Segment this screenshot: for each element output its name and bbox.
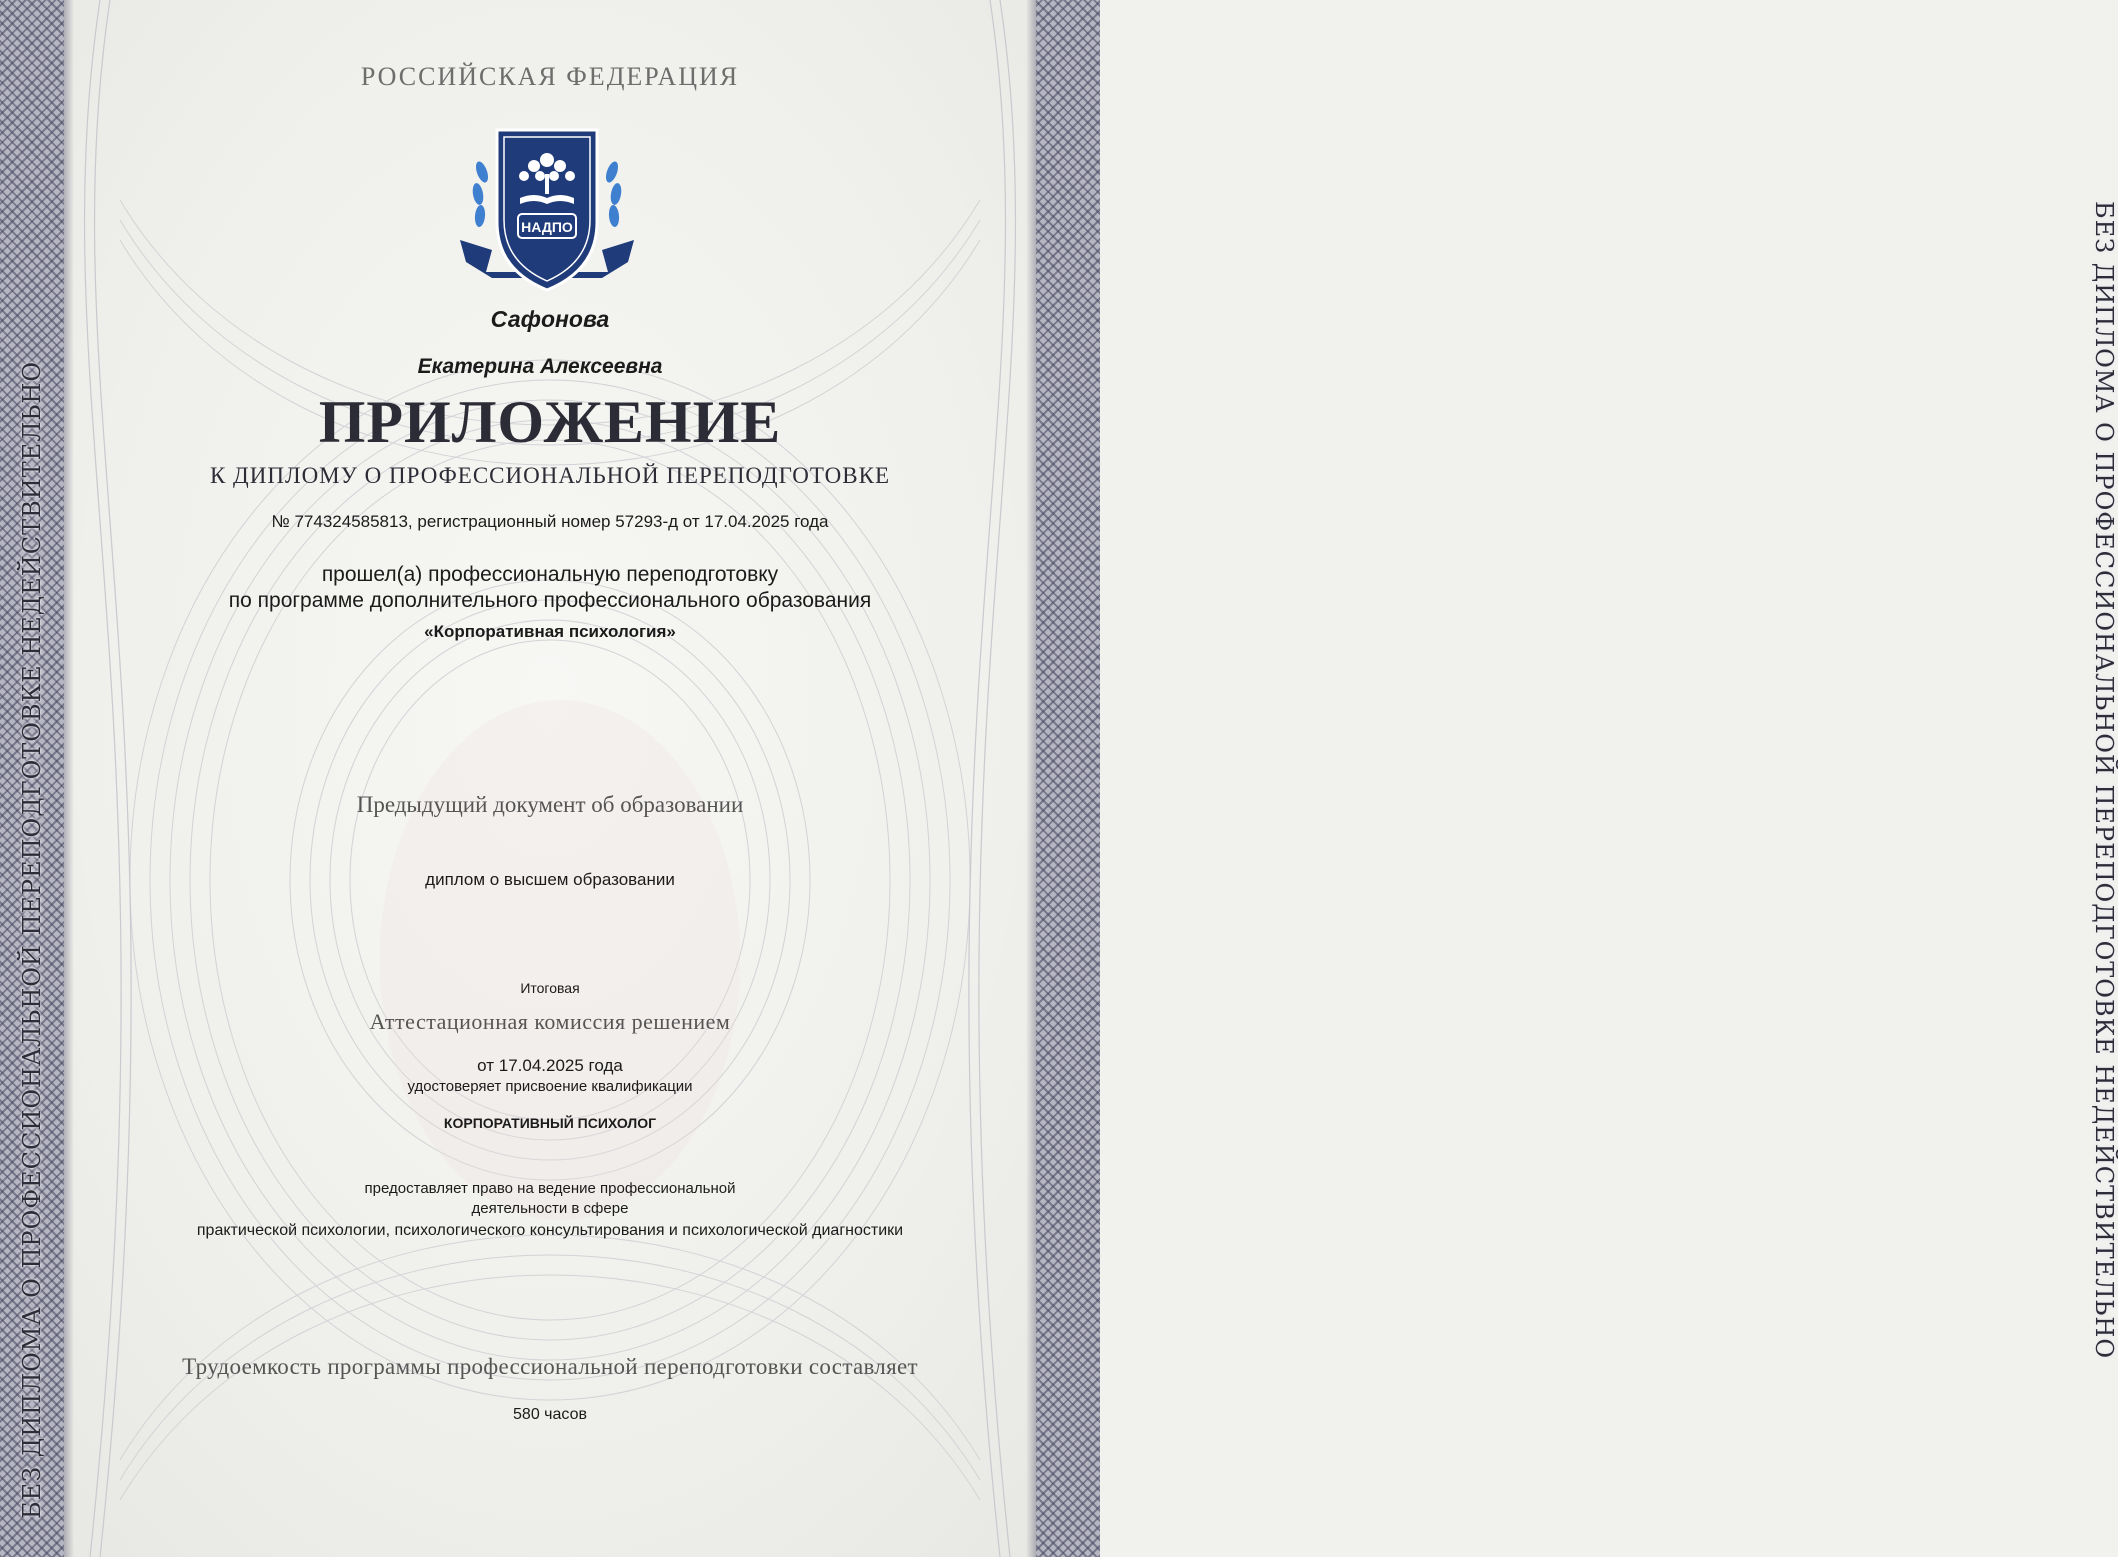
professional-area: практической психологии, психологического консультирования и психологической диагностики — [196, 1222, 904, 1239]
nadpo-emblem-icon — [452, 122, 642, 302]
program-description-line: по программе дополнительного профессионального образования — [228, 589, 872, 612]
recipient-given-names: Екатерина Алексеевна — [417, 355, 663, 378]
decision-date: от 17.04.2025 года — [477, 1056, 623, 1075]
rights-line-1: предоставляет право на ведение профессиональной — [364, 1180, 736, 1197]
previous-document-value: диплом о высшем образовании — [425, 870, 675, 889]
program-name: «Корпоративная психология» — [424, 622, 676, 641]
border-text-left: БЕЗ ДИПЛОМА О ПРОФЕССИОНАЛЬНОЙ ПЕРЕПОДГОТОВКЕ НЕДЕЙСТВИТЕЛЬНО — [18, 360, 46, 1520]
left-security-border — [0, 0, 64, 1557]
border-text-right: БЕЗ ДИПЛОМА О ПРОФЕССИОНАЛЬНОЙ ПЕРЕПОДГОТОВКЕ НЕДЕЙСТВИТЕЛЬНО — [2090, 200, 2118, 1360]
recipient-surname: Сафонова — [490, 306, 610, 332]
previous-document-label: Предыдущий документ об образовании — [356, 792, 744, 817]
right-security-border — [1036, 0, 2118, 1557]
passed-retraining-line: прошел(а) профессиональную переподготовку — [321, 563, 779, 586]
final-attestation-label: Итоговая — [520, 980, 580, 996]
certifies-qualification-text: удостоверяет присвоение квалификации — [407, 1078, 693, 1095]
program-hours: 580 часов — [513, 1406, 587, 1423]
country-heading: РОССИЙСКАЯ ФЕДЕРАЦИЯ — [360, 62, 740, 91]
document-subtitle: К ДИПЛОМУ О ПРОФЕССИОНАЛЬНОЙ ПЕРЕПОДГОТОВКЕ — [209, 463, 891, 488]
registration-line: № 774324585813, регистрационный номер 57293-д от 17.04.2025 года — [271, 512, 829, 531]
program-labor-label: Трудоемкость программы профессиональной переподготовки составляет — [182, 1354, 918, 1379]
emblem-label: НАДПО — [521, 219, 573, 235]
attestation-commission-label: Аттестационная комиссия решением — [369, 1009, 731, 1034]
rights-line-2: деятельности в сфере — [471, 1200, 629, 1217]
document-title: ПРИЛОЖЕНИЕ — [318, 389, 782, 455]
qualification-title: КОРПОРАТИВНЫЙ ПСИХОЛОГ — [443, 1115, 657, 1131]
